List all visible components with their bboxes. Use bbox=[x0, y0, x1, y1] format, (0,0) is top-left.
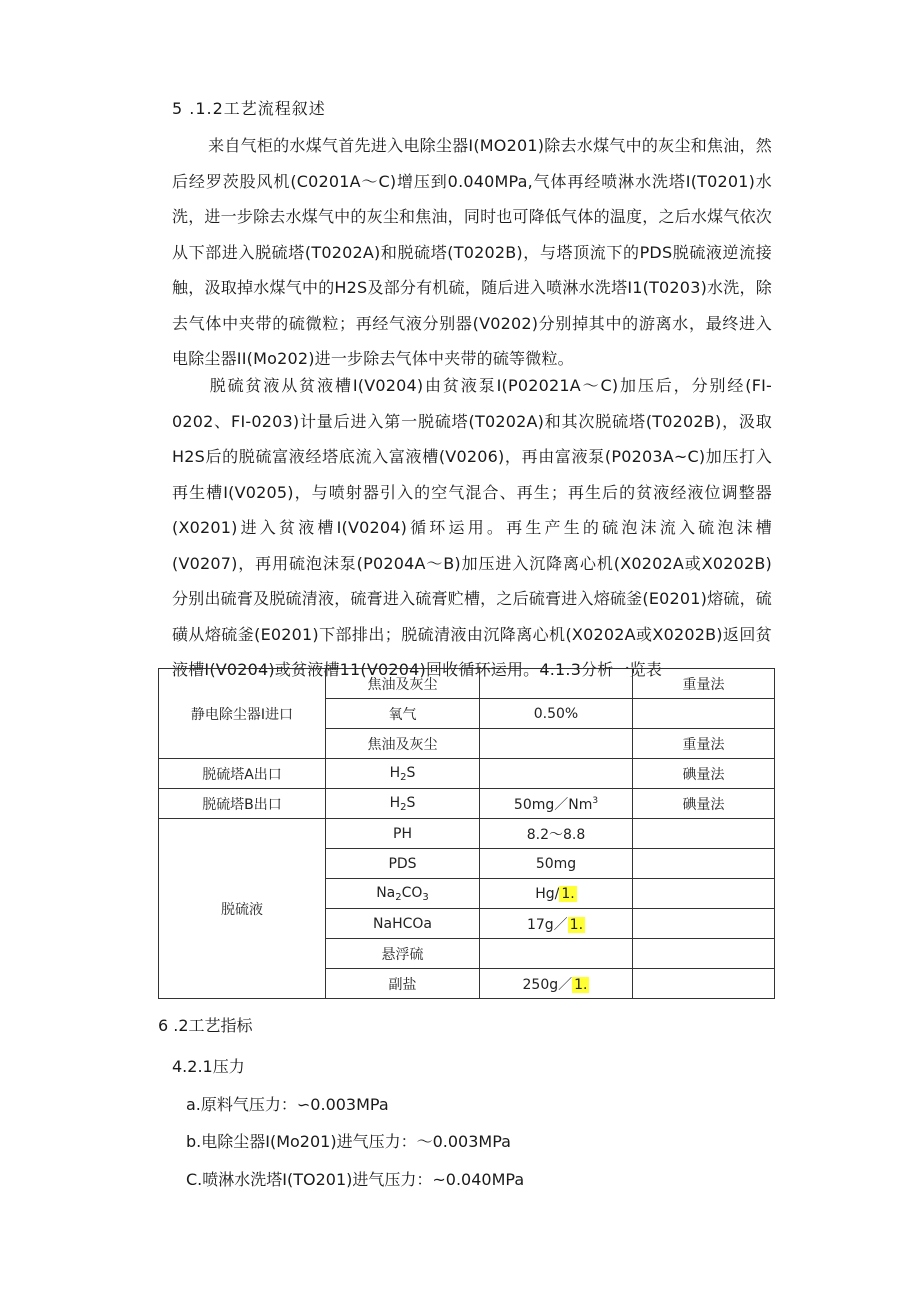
value-cell bbox=[480, 909, 633, 939]
pressure-item-b: b.电除尘器I(Mo201)进气压力：～0.003MPa bbox=[186, 1132, 511, 1151]
value-cell: 0.50% bbox=[480, 699, 633, 729]
highlighted-value: 1. bbox=[569, 916, 584, 933]
process-paragraph-2 bbox=[172, 368, 772, 688]
item-cell: 氧气 bbox=[326, 699, 480, 729]
pressure-item-a: a.原料气压力：∽0.003MPa bbox=[186, 1095, 389, 1114]
method-cell: 重量法 bbox=[633, 669, 775, 699]
formula-subscript: 2 bbox=[395, 891, 402, 903]
pressure-item-c: C.喷淋水洗塔I(TO201)进气压力：~0.040MPa bbox=[186, 1170, 525, 1189]
group-cell: 脱硫塔B出口 bbox=[159, 789, 326, 819]
item-cell: PDS bbox=[326, 849, 480, 879]
process-paragraph-1 bbox=[172, 128, 772, 377]
method-cell bbox=[633, 939, 775, 969]
method-cell bbox=[633, 699, 775, 729]
value-cell: 50mg bbox=[480, 849, 633, 879]
item-cell: 焦油及灰尘 bbox=[326, 729, 480, 759]
group-cell: 脱硫液 bbox=[159, 819, 326, 999]
value-cell bbox=[480, 879, 633, 909]
formula-part: CO bbox=[401, 884, 423, 901]
subsection-heading: 4.2.1压力 bbox=[172, 1057, 245, 1076]
item-cell: 悬浮硫 bbox=[326, 939, 480, 969]
formula-subscript: 3 bbox=[422, 891, 429, 903]
table-row bbox=[159, 789, 775, 819]
highlighted-value: 1. bbox=[561, 885, 575, 902]
group-cell: 静电除尘器I进口 bbox=[159, 669, 326, 759]
value-superscript: 3 bbox=[592, 795, 599, 806]
formula-part: S bbox=[406, 764, 416, 781]
section-heading: 5 .1.2工艺流程叙述 bbox=[172, 99, 326, 118]
section-2-heading: 6 .2工艺指标 bbox=[158, 1016, 253, 1035]
value-cell bbox=[480, 669, 633, 699]
value-cell bbox=[480, 789, 633, 819]
value-cell bbox=[480, 969, 633, 999]
formula-part: Na bbox=[376, 884, 396, 901]
method-cell: 重量法 bbox=[633, 729, 775, 759]
method-cell bbox=[633, 879, 775, 909]
formula-part: H bbox=[389, 794, 401, 811]
value-cell bbox=[480, 939, 633, 969]
item-cell bbox=[326, 759, 480, 789]
paragraph-1-text: 来自气柜的水煤气首先进入电除尘器I(MO201)除去水煤气中的灰尘和焦油，然后经罗茨股风机(C0201A～C)增压到0.040MPa,气体再经喷淋水洗塔I(T0201)水洗，进一步除去水煤气中的灰尘和焦油，同时也可降低气体的温度，之后水煤气依次从下部进入脱硫塔(T0202A)和脱硫塔(T0202B)，与塔顶流下的PDS脱硫液逆流接触，汲取掉水煤气中的H2S及部分有机硫，随后进入喷淋水洗塔I1(T0203)水洗，除去气体中夹带的硫微粒；再经气液分别器(V0202)分别掉其中的游离水，最终进入电除尘器II(Mo202)进一步除去气体中夹带的硫等微粒。 bbox=[172, 136, 772, 368]
paragraph-2-text: 脱硫贫液从贫液槽I(V0204)由贫液泵I(P02021A～C)加压后，分别经(FI-0202、FI-0203)计量后进入第一脱硫塔(T0202A)和其次脱硫塔(T0202B)，汲取H2S后的脱硫富液经塔底流入富液槽(V0206)，再由富液泵(P0203A~C)加压打入再生槽I(V0205)，与喷射器引入的空气混合、再生；再生后的贫液经液位调整器(X0201)进入贫液槽I(V0204)循环运用。再生产生的硫泡沫流入硫泡沫槽(V0207)，再用硫泡沫泵(P0204A～B)加压进入沉降离心机(X0202Α或X0202B)分别出硫膏及脱硫清液，硫膏进入硫膏贮槽，之后硫膏进入熔硫釜(E0201)熔硫，硫磺从熔硫釜(E0201)下部排出；脱硫清液由沉降离心机(X0202A或X0202B)返回贫液槽I(V0204)或贫液槽11(V0204)回收循环运用。4.1.3分析一览表 bbox=[172, 376, 772, 679]
table-row bbox=[159, 759, 775, 789]
group-cell: 脱硫塔A出口 bbox=[159, 759, 326, 789]
value-cell bbox=[480, 729, 633, 759]
value-cell bbox=[480, 759, 633, 789]
method-cell bbox=[633, 909, 775, 939]
method-cell: 碘量法 bbox=[633, 789, 775, 819]
item-cell: PH bbox=[326, 819, 480, 849]
method-cell bbox=[633, 969, 775, 999]
value-part: 250g／ bbox=[522, 976, 573, 993]
item-cell: NaHCOa bbox=[326, 909, 480, 939]
highlighted-value: 1. bbox=[574, 976, 588, 993]
table-row bbox=[159, 819, 775, 849]
value-part: Hg/ bbox=[535, 885, 560, 902]
formula-subscript: 2 bbox=[400, 801, 407, 813]
formula-subscript: 2 bbox=[400, 771, 407, 783]
item-cell bbox=[326, 789, 480, 819]
value-cell: 8.2～8.8 bbox=[480, 819, 633, 849]
method-cell: 碘量法 bbox=[633, 759, 775, 789]
formula-part: S bbox=[406, 794, 416, 811]
item-cell bbox=[326, 879, 480, 909]
method-cell bbox=[633, 849, 775, 879]
formula-part: H bbox=[389, 764, 401, 781]
value-part: 50mg／Nm bbox=[513, 796, 593, 813]
item-cell: 副盐 bbox=[326, 969, 480, 999]
table-row bbox=[159, 669, 775, 699]
method-cell bbox=[633, 819, 775, 849]
value-part: 17g／ bbox=[526, 916, 568, 933]
item-cell: 焦油及灰尘 bbox=[326, 669, 480, 699]
analysis-table bbox=[158, 668, 775, 999]
